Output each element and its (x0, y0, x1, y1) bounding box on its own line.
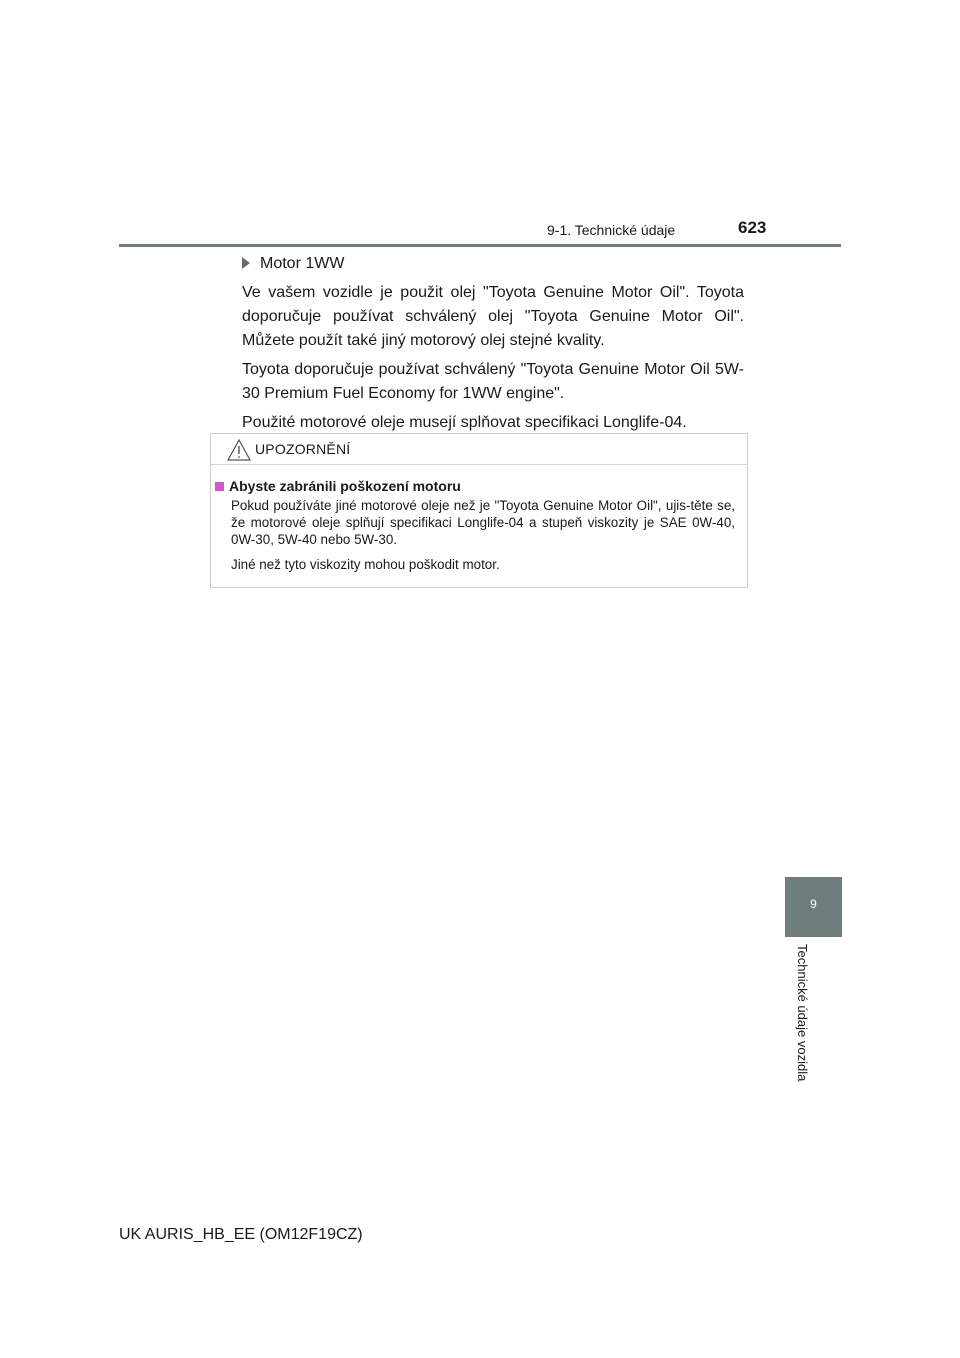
chapter-tab (785, 877, 842, 937)
triangle-bullet-icon (242, 257, 250, 269)
caution-body (211, 465, 747, 573)
paragraph: Toyota doporučuje používat schválený "Toyota Genuine Motor Oil 5W-30 Premium Fuel Economy for 1WW engine". (242, 361, 744, 402)
paragraph: Ve vašem vozidle je použit olej "Toyota Genuine Motor Oil". Toyota doporučuje používat schválený olej "Toyota Genuine Motor Oil". Můžete použít také jiný motorový olej stejné kvality. (242, 284, 744, 349)
footer-manual-code: UK AURIS_HB_EE (OM12F19CZ) (119, 1226, 363, 1243)
caution-header (211, 434, 747, 465)
warning-triangle-icon (226, 438, 252, 462)
chapter-number: 9 (810, 897, 817, 911)
caution-box (210, 433, 748, 588)
caution-label: UPOZORNĚNÍ (255, 441, 351, 457)
paragraph: Použité motorové oleje musejí splňovat specifikaci Longlife-04. (242, 414, 687, 431)
chapter-label: Technické údaje vozidla (795, 944, 810, 1082)
header-rule (119, 244, 841, 247)
caution-paragraph: Jiné než tyto viskozity mohou poškodit motor. (231, 557, 500, 572)
main-content (242, 253, 744, 440)
caution-title (215, 478, 735, 494)
bullet-heading (242, 253, 744, 275)
bullet-heading-text: Motor 1WW (260, 255, 345, 272)
caution-paragraph: Pokud používáte jiné motorové oleje než je "Toyota Genuine Motor Oil", ujis-těte se, že motorové oleje splňují specifikaci Longlife-04 a stupeň viskozity je SAE 0W-40, 0W-30, 5W-40 nebo 5W-30. (231, 498, 735, 547)
caution-title-text: Abyste zabránili poškození motoru (229, 478, 461, 494)
page-number: 623 (738, 218, 767, 237)
square-bullet-icon (215, 482, 224, 491)
section-title: 9-1. Technické údaje (547, 222, 676, 238)
